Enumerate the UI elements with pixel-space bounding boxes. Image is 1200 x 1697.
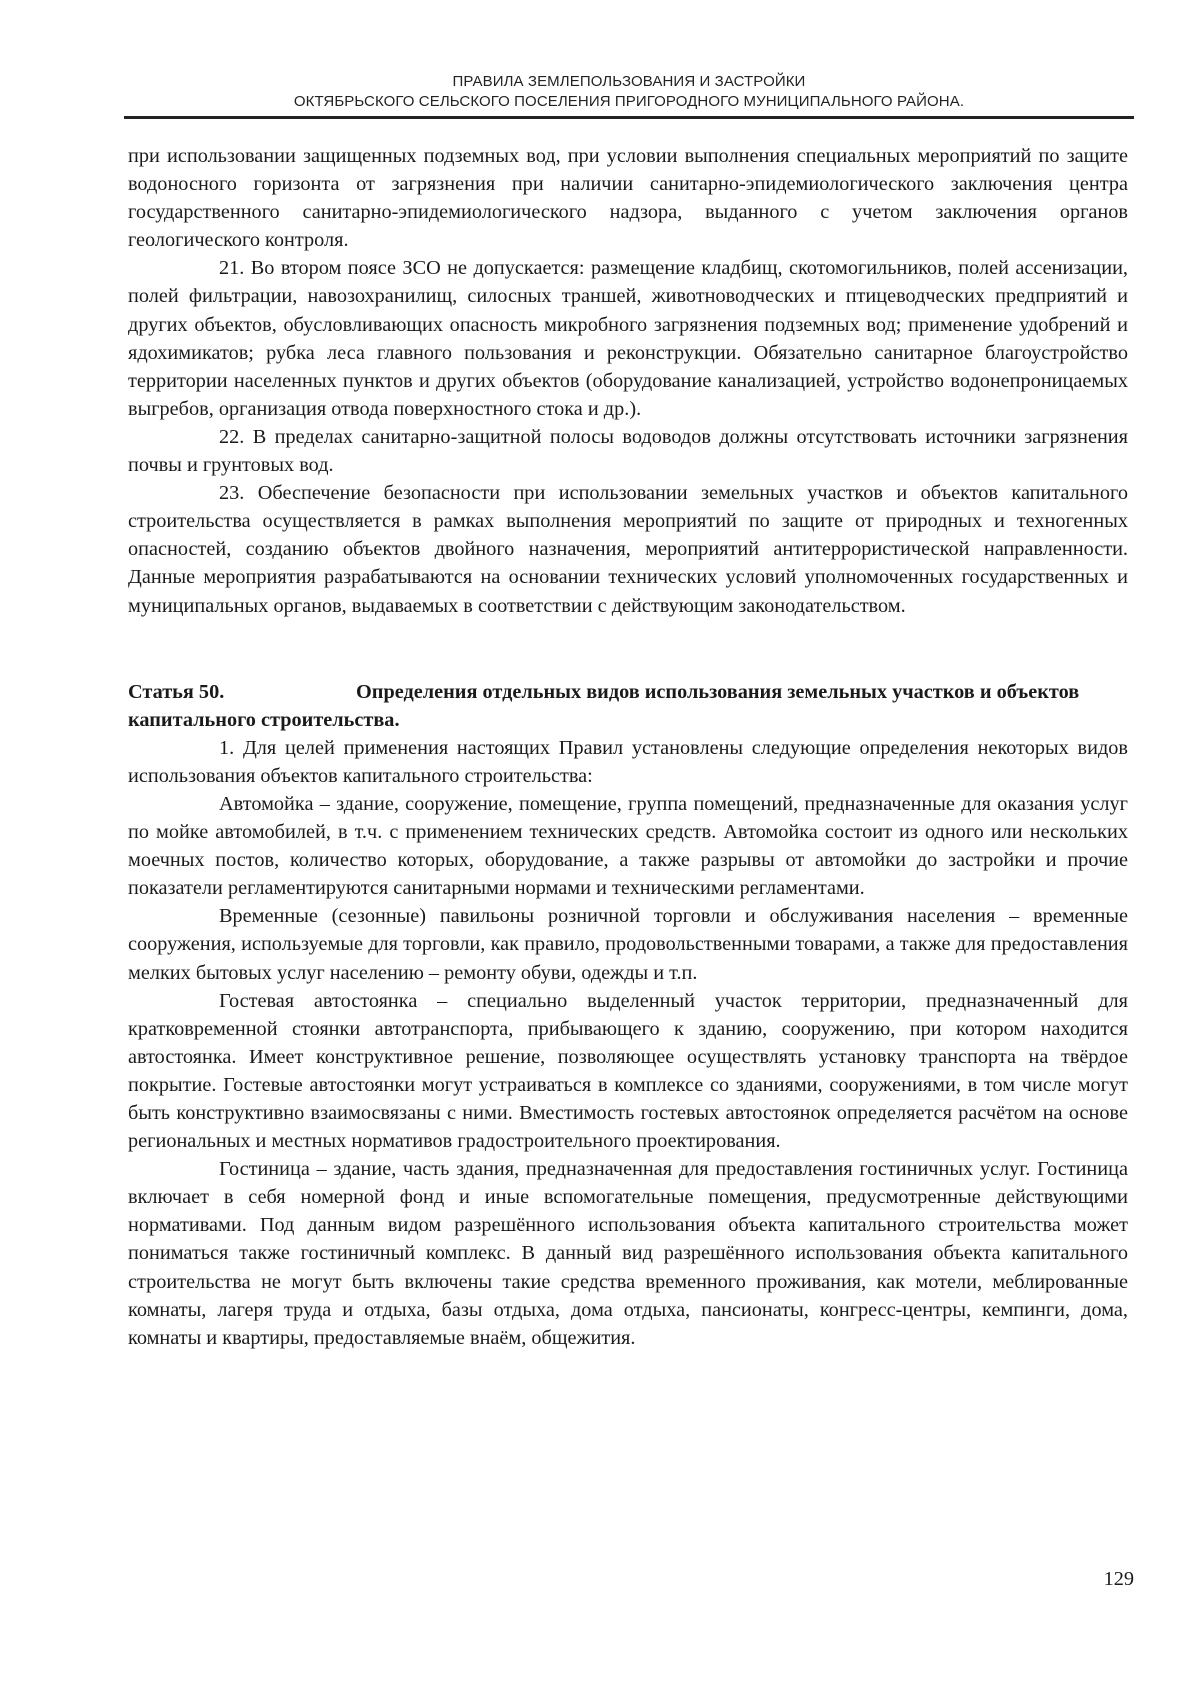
paragraph-23: 23. Обеспечение безопасности при использовании земельных участков и объектов капитального строительства осуществляется в рамках выполнения мероприятий по защите от природных и техногенных опасностей, созданию объектов двойного назначения, мероприятий антитеррористической направленности. Данные мероприятия разрабатываются на основании технических условий уполномоченных государственных и муниципальных органов, выдаваемых в соответствии с действующим законодательством.	[128, 482, 1128, 617]
page-number: 129	[1103, 1568, 1134, 1590]
header-rule	[124, 116, 1134, 119]
definition-guest-parking: Гостевая автостоянка – специально выделенный участок территории, предназначенный для кратковременной стоянки автотранспорта, прибывающего к зданию, сооружению, при котором находится автостоянка. Имеет конструктивное решение, позволяющее осуществлять установку транспорта на твёрдое покрытие. Гостевые автостоянки могут устраиваться в комплексе со зданиями, сооружениями, в том числе могут быть конструктивно взаимосвязаны с ними. Вместимость гостевых автостоянок определяется расчётом на основе региональных и местных нормативов градостроительного проектирования.	[128, 989, 1128, 1153]
header-line-1: ПРАВИЛА ЗЕМЛЕПОЛЬЗОВАНИЯ И ЗАСТРОЙКИ	[452, 73, 806, 90]
header-line-2: ОКТЯБРЬСКОГО СЕЛЬСКОГО ПОСЕЛЕНИЯ ПРИГОРОДНОГО МУНИЦИПАЛЬНОГО РАЙОНА.	[293, 93, 965, 110]
paragraph-article-intro: 1. Для целей применения настоящих Правил установлены следующие определения некоторых видов использования объектов капитального строительства:	[128, 736, 1128, 787]
paragraph-continuation: при использовании защищенных подземных вод, при условии выполнения специальных мероприятий по защите водоносного горизонта от загрязнения при наличии санитарно-эпидемиологического заключения центра государственного санитарно-эпидемиологического надзора, выданного с учетом заключения органов геологического контроля.	[128, 145, 1128, 252]
definition-car-wash: Автомойка – здание, сооружение, помещение, группа помещений, предназначенные для оказания услуг по мойке автомобилей, в т.ч. с применением технических средств. Автомойка состоит из одного или нескольких моечных постов, количество которых, оборудование, а также разрывы от автомойки до застройки и прочие показатели регламентируются санитарными нормами и техническими регламентами.	[128, 792, 1128, 900]
article-heading	[128, 678, 1128, 734]
paragraph-22: 22. В пределах санитарно-защитной полосы водоводов должны отсутствовать источники загрязнения почвы и грунтовых вод.	[128, 425, 1128, 477]
definition-pavilions: Временные (сезонные) павильоны розничной торговли и обслуживания населения – временные сооружения, используемые для торговли, как правило, продовольственными товарами, а также для предоставления мелких бытовых услуг населению – ремонту обуви, одежды и т.п.	[128, 905, 1128, 984]
body-text	[128, 142, 1128, 1352]
running-header	[124, 72, 1134, 112]
paragraph-21: 21. Во втором поясе ЗСО не допускается: размещение кладбищ, скотомогильников, полей ассенизации, полей фильтрации, навозохранилищ, силосных траншей, животноводческих и птицеводческих предприятий и других объектов, обусловливающих опасность микробного загрязнения подземных вод; применение удобрений и ядохимикатов; рубка леса главного пользования и реконструкции. Обязательно санитарное благоустройство территории населенных пунктов и других объектов (оборудование канализацией, устройство водонепроницаемых выгребов, организация отвода поверхностного стока и др.).	[128, 257, 1128, 420]
article-number: Статья 50.	[128, 680, 225, 703]
article-title: Определения отдельных видов использования земельных участков и объектов капитального строительства.	[128, 680, 1080, 731]
definition-hotel: Гостиница – здание, часть здания, предназначенная для предоставления гостиничных услуг. Гостиница включает в себя номерной фонд и иные вспомогательные помещения, предусмотренные действующими нормативами. Под данным видом разрешённого использования объекта капитального строительства может пониматься также гостиничный комплекс. В данный вид разрешённого использования объекта капитального строительства не могут быть включены такие средства временного проживания, как мотели, меблированные комнаты, лагеря труда и отдыха, базы отдыха, дома отдыха, пансионаты, конгресс-центры, кемпинги, дома, комнаты и квартиры, предоставляемые внаём, общежития.	[128, 1158, 1128, 1349]
